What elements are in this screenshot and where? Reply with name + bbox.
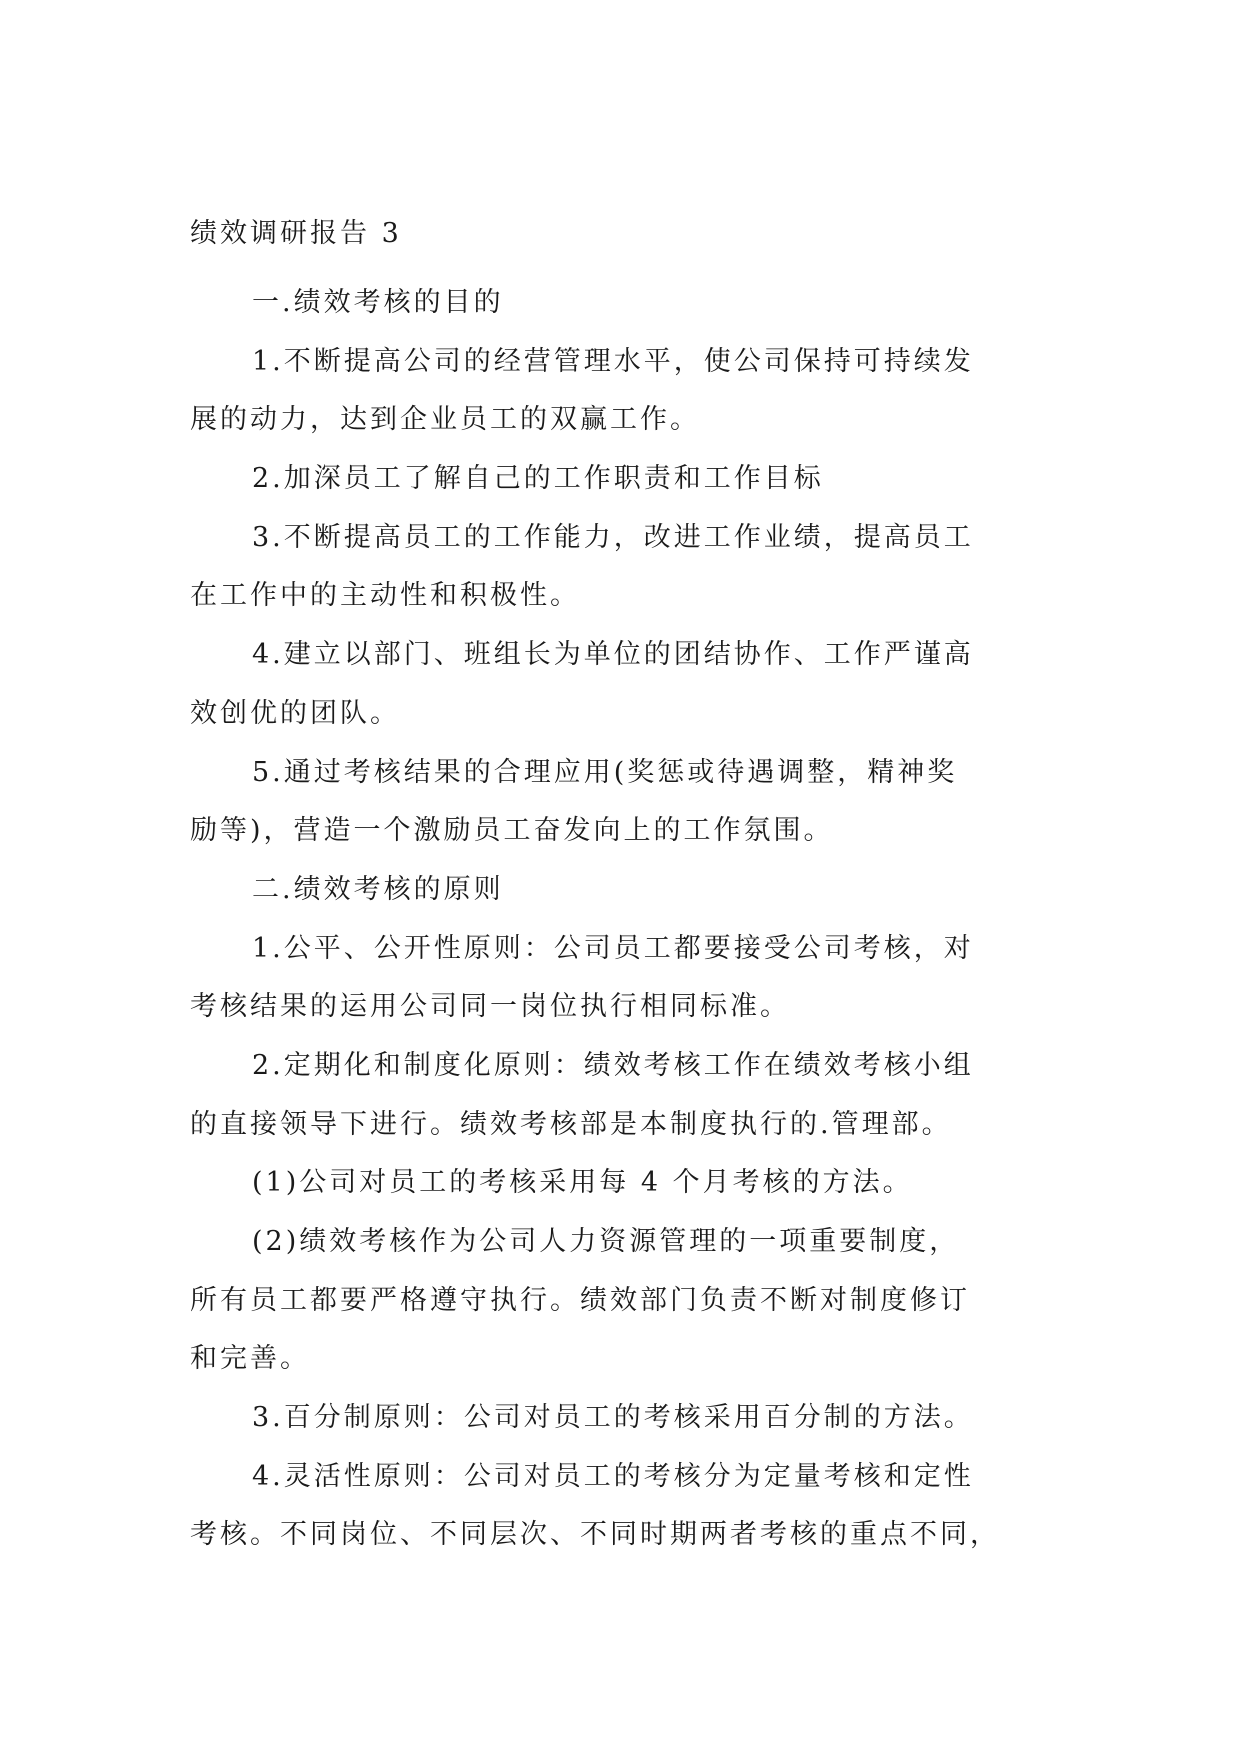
text-line: 2.定期化和制度化原则：绩效考核工作在绩效考核小组: [252, 1049, 974, 1081]
text-line: 考核。不同岗位、不同层次、不同时期两者考核的重点不同，: [190, 1519, 1000, 1551]
text-line: 1.不断提高公司的经营管理水平，使公司保持可持续发: [252, 345, 974, 377]
text-line: 一.绩效考核的目的: [252, 287, 504, 318]
text-line: 二.绩效考核的原则: [252, 873, 504, 905]
text-line: 效创优的团队。: [190, 697, 400, 729]
text-line: (2)绩效考核作为公司人力资源管理的一项重要制度，: [252, 1226, 960, 1257]
text-line: 的直接领导下进行。绩效考核部是本制度执行的.管理部。: [190, 1108, 952, 1140]
text-line: 所有员工都要严格遵守执行。绩效部门负责不断对制度修订: [190, 1284, 970, 1316]
text-line: 4.建立以部门、班组长为单位的团结协作、工作严谨高: [252, 639, 974, 671]
text-line: 和完善。: [190, 1343, 310, 1375]
text-line: 3.百分制原则：公司对员工的考核采用百分制的方法。: [252, 1402, 974, 1434]
text-line: 励等)，营造一个激励员工奋发向上的工作氛围。: [190, 815, 834, 847]
text-line: 1.公平、公开性原则：公司员工都要接受公司考核，对: [252, 932, 974, 964]
text-line: 4.灵活性原则：公司对员工的考核分为定量考核和定性: [252, 1460, 974, 1492]
text-line: 展的动力，达到企业员工的双赢工作。: [190, 404, 700, 436]
paragraph-lines: [190, 274, 1058, 1565]
text-line: (1)公司对员工的考核采用每 4 个月考核的方法。: [252, 1167, 913, 1199]
document-body: [190, 216, 1058, 1565]
text-line: 2.加深员工了解自己的工作职责和工作目标: [252, 463, 824, 495]
text-line: 3.不断提高员工的工作能力，改进工作业绩，提高员工: [252, 521, 974, 553]
text-line: 5.通过考核结果的合理应用(奖惩或待遇调整，精神奖: [252, 756, 958, 788]
text-line: 考核结果的运用公司同一岗位执行相同标准。: [190, 991, 790, 1023]
document-title: 绩效调研报告 3: [190, 218, 402, 249]
text-line: 在工作中的主动性和积极性。: [190, 580, 580, 612]
